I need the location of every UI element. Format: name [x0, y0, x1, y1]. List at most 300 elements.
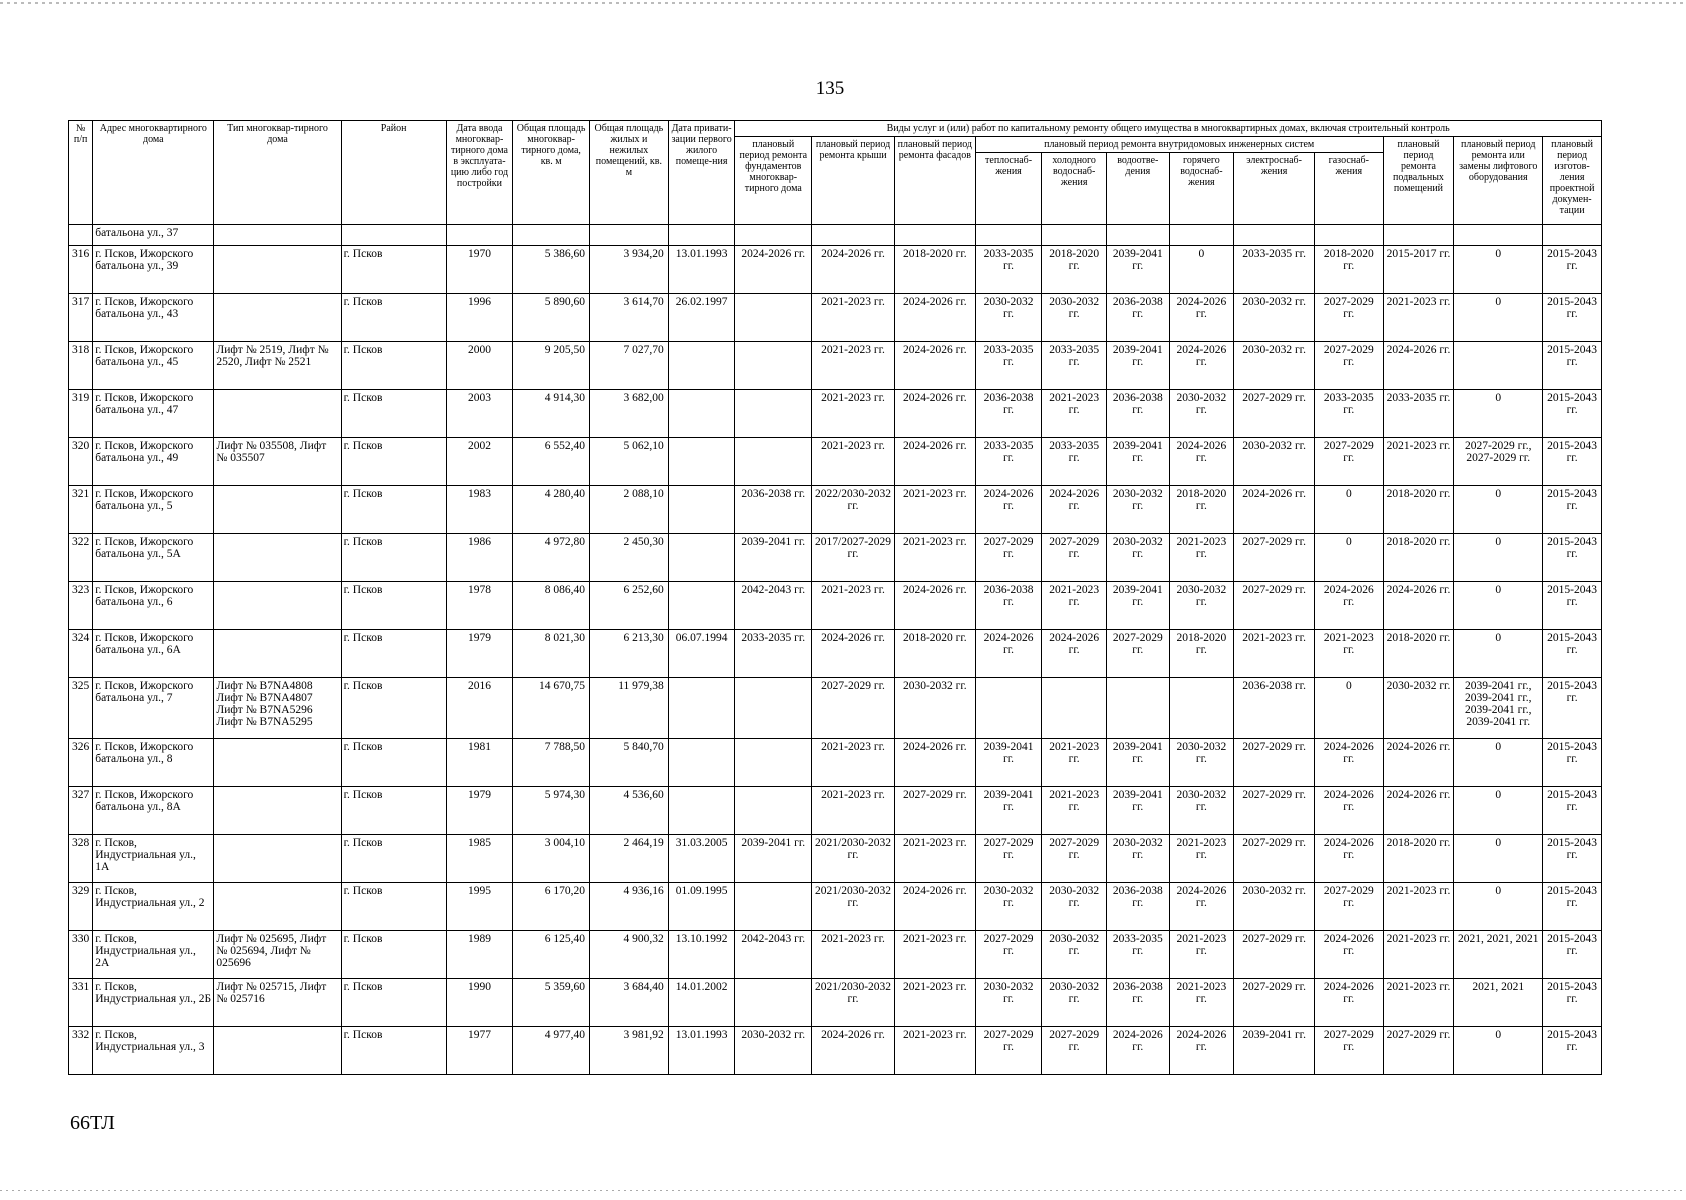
row-gas: 0: [1314, 534, 1383, 582]
row-priv-date: [668, 534, 735, 582]
row-living-area: 6 252,60: [590, 582, 669, 630]
row-total-area: 6 170,20: [513, 883, 590, 931]
row-priv-date: 06.07.1994: [668, 630, 735, 678]
row-year: 1970: [446, 246, 513, 294]
row-num: 317: [69, 294, 93, 342]
row-electricity: 2027-2029 гг.: [1234, 739, 1315, 787]
row-address: г. Псков, Индустриальная ул., 3: [93, 1027, 214, 1075]
row-district: г. Псков: [341, 246, 446, 294]
row-year: 2016: [446, 678, 513, 739]
table-row: [69, 534, 1602, 582]
row-basement: 2033-2035 гг.: [1383, 390, 1454, 438]
row-total-area: 6 552,40: [513, 438, 590, 486]
systems-group-header: плановый период ремонта внутридомовых инженерных систем: [975, 137, 1383, 153]
row-year: 1995: [446, 883, 513, 931]
row-cold-water: [1042, 678, 1107, 739]
row-num: 323: [69, 582, 93, 630]
row-basement: 2021-2023 гг.: [1383, 294, 1454, 342]
row-electricity: 2033-2035 гг.: [1234, 246, 1315, 294]
row-address: г. Псков, Ижорского батальона ул., 5: [93, 486, 214, 534]
row-priv-date: [668, 739, 735, 787]
row-num: 331: [69, 979, 93, 1027]
row-foundation: [735, 438, 812, 486]
row-facade: 2021-2023 гг.: [894, 1027, 975, 1075]
row-design: 2015-2043 гг.: [1543, 678, 1602, 739]
row-priv-date: [668, 342, 735, 390]
row-drainage: 2036-2038 гг.: [1106, 979, 1169, 1027]
row-drainage: 2039-2041 гг.: [1106, 787, 1169, 835]
row-gas: 0: [1314, 486, 1383, 534]
row-type: [214, 582, 341, 630]
row-year: 1981: [446, 739, 513, 787]
col-address-header: Адрес многоквартирного дома: [93, 121, 214, 225]
row-year: 1979: [446, 630, 513, 678]
row-address: г. Псков, Индустриальная ул., 2: [93, 883, 214, 931]
row-year: 1990: [446, 979, 513, 1027]
row-num: 318: [69, 342, 93, 390]
row-type: Лифт № 025695, Лифт № 025694, Лифт № 025696: [214, 931, 341, 979]
row-cold-water: 2021-2023 гг.: [1042, 739, 1107, 787]
row-cold-water: 2033-2035 гг.: [1042, 438, 1107, 486]
row-priv-date: [668, 582, 735, 630]
row-district: г. Псков: [341, 883, 446, 931]
row-type: [214, 883, 341, 931]
row-electricity: 2030-2032 гг.: [1234, 342, 1315, 390]
row-drainage: 2039-2041 гг.: [1106, 739, 1169, 787]
row-gas: 2021-2023 гг.: [1314, 630, 1383, 678]
row-priv-date: [668, 787, 735, 835]
row-district: г. Псков: [341, 739, 446, 787]
col-foundation-header: плановый период ремонта фундаментов многоквар-тирного дома: [735, 137, 812, 225]
row-basement: 2015-2017 гг.: [1383, 246, 1454, 294]
row-type: [214, 787, 341, 835]
row-num: 332: [69, 1027, 93, 1075]
col-gas-header: газоснаб-жения: [1314, 153, 1383, 225]
row-hot-water: 2024-2026 гг.: [1169, 294, 1234, 342]
row-facade: 2021-2023 гг.: [894, 835, 975, 883]
row-heating: 2024-2026 гг.: [975, 630, 1042, 678]
row-design: 2015-2043 гг.: [1543, 486, 1602, 534]
col-heating-header: теплоснаб-жения: [975, 153, 1042, 225]
row-roof: 2021-2023 гг.: [812, 294, 895, 342]
row-design: 2015-2043 гг.: [1543, 294, 1602, 342]
row-year: 1978: [446, 582, 513, 630]
row-hot-water: 0: [1169, 246, 1234, 294]
row-roof: 2021-2023 гг.: [812, 342, 895, 390]
row-type: [214, 390, 341, 438]
row-basement: 2018-2020 гг.: [1383, 835, 1454, 883]
row-drainage: 2039-2041 гг.: [1106, 342, 1169, 390]
row-facade: 2018-2020 гг.: [894, 246, 975, 294]
row-cold-water: 2021-2023 гг.: [1042, 390, 1107, 438]
row-living-area: 4 536,60: [590, 787, 669, 835]
row-elevator: 0: [1454, 1027, 1543, 1075]
row-cold-water: 2024-2026 гг.: [1042, 486, 1107, 534]
row-elevator: 0: [1454, 294, 1543, 342]
page-number: 135: [815, 78, 845, 99]
row-year: 1989: [446, 931, 513, 979]
row-type: [214, 486, 341, 534]
row-elevator: 0: [1454, 787, 1543, 835]
table-row: [69, 678, 1602, 739]
row-num: 319: [69, 390, 93, 438]
row-hot-water: 2021-2023 гг.: [1169, 979, 1234, 1027]
continuation-address: батальона ул., 37: [93, 225, 214, 246]
row-design: 2015-2043 гг.: [1543, 342, 1602, 390]
row-living-area: 5 840,70: [590, 739, 669, 787]
row-design: 2015-2043 гг.: [1543, 1027, 1602, 1075]
row-type: [214, 739, 341, 787]
row-gas: 2024-2026 гг.: [1314, 739, 1383, 787]
row-heating: 2027-2029 гг.: [975, 835, 1042, 883]
row-facade: 2021-2023 гг.: [894, 534, 975, 582]
row-district: г. Псков: [341, 979, 446, 1027]
col-num-header: № п/п: [69, 121, 93, 225]
row-elevator: 2021, 2021, 2021: [1454, 931, 1543, 979]
row-heating: 2030-2032 гг.: [975, 979, 1042, 1027]
row-basement: 2021-2023 гг.: [1383, 931, 1454, 979]
col-hot-water-header: горячего водоснаб-жения: [1169, 153, 1234, 225]
row-drainage: 2036-2038 гг.: [1106, 294, 1169, 342]
row-district: г. Псков: [341, 787, 446, 835]
row-roof: 2021-2023 гг.: [812, 582, 895, 630]
row-foundation: [735, 390, 812, 438]
row-total-area: 8 086,40: [513, 582, 590, 630]
row-district: г. Псков: [341, 486, 446, 534]
row-heating: 2027-2029 гг.: [975, 534, 1042, 582]
row-hot-water: [1169, 678, 1234, 739]
row-district: г. Псков: [341, 390, 446, 438]
row-hot-water: 2024-2026 гг.: [1169, 883, 1234, 931]
row-electricity: 2030-2032 гг.: [1234, 438, 1315, 486]
row-hot-water: 2021-2023 гг.: [1169, 835, 1234, 883]
row-living-area: 2 088,10: [590, 486, 669, 534]
row-address: г. Псков, Ижорского батальона ул., 8А: [93, 787, 214, 835]
row-cold-water: 2027-2029 гг.: [1042, 534, 1107, 582]
row-drainage: 2033-2035 гг.: [1106, 931, 1169, 979]
capital-repair-table: [68, 120, 1602, 1075]
row-basement: 2018-2020 гг.: [1383, 486, 1454, 534]
table-row: [69, 883, 1602, 931]
row-foundation: 2042-2043 гг.: [735, 582, 812, 630]
row-priv-date: 13.01.1993: [668, 246, 735, 294]
row-living-area: 5 062,10: [590, 438, 669, 486]
row-elevator: 0: [1454, 883, 1543, 931]
row-foundation: [735, 883, 812, 931]
row-facade: 2024-2026 гг.: [894, 342, 975, 390]
row-heating: 2027-2029 гг.: [975, 931, 1042, 979]
row-total-area: 9 205,50: [513, 342, 590, 390]
row-address: г. Псков, Индустриальная ул., 2Б: [93, 979, 214, 1027]
row-heating: 2039-2041 гг.: [975, 787, 1042, 835]
row-address: г. Псков, Ижорского батальона ул., 7: [93, 678, 214, 739]
row-address: г. Псков, Ижорского батальона ул., 6А: [93, 630, 214, 678]
row-gas: 0: [1314, 678, 1383, 739]
row-address: г. Псков, Ижорского батальона ул., 45: [93, 342, 214, 390]
col-roof-header: плановый период ремонта крыши: [812, 137, 895, 225]
row-heating: 2033-2035 гг.: [975, 342, 1042, 390]
col-design-header: плановый период изготов-ления проектной докумен-тации: [1543, 137, 1602, 225]
table-row: [69, 246, 1602, 294]
row-electricity: 2030-2032 гг.: [1234, 883, 1315, 931]
row-facade: 2024-2026 гг.: [894, 582, 975, 630]
row-address: г. Псков, Ижорского батальона ул., 43: [93, 294, 214, 342]
row-drainage: 2036-2038 гг.: [1106, 390, 1169, 438]
row-basement: 2024-2026 гг.: [1383, 739, 1454, 787]
row-foundation: 2030-2032 гг.: [735, 1027, 812, 1075]
row-heating: 2036-2038 гг.: [975, 582, 1042, 630]
col-elevator-header: плановый период ремонта или замены лифтового оборудования: [1454, 137, 1543, 225]
table-row: [69, 739, 1602, 787]
row-total-area: 5 359,60: [513, 979, 590, 1027]
row-electricity: 2024-2026 гг.: [1234, 486, 1315, 534]
row-num: 327: [69, 787, 93, 835]
row-type: [214, 835, 341, 883]
row-year: 1979: [446, 787, 513, 835]
row-num: 326: [69, 739, 93, 787]
row-gas: 2027-2029 гг.: [1314, 342, 1383, 390]
table-row: [69, 438, 1602, 486]
row-design: 2015-2043 гг.: [1543, 979, 1602, 1027]
row-hot-water: 2021-2023 гг.: [1169, 931, 1234, 979]
table-row: [69, 486, 1602, 534]
row-heating: [975, 678, 1042, 739]
row-total-area: 14 670,75: [513, 678, 590, 739]
row-year: 1986: [446, 534, 513, 582]
row-facade: 2018-2020 гг.: [894, 630, 975, 678]
row-drainage: 2039-2041 гг.: [1106, 246, 1169, 294]
row-heating: 2039-2041 гг.: [975, 739, 1042, 787]
col-district-header: Район: [341, 121, 446, 225]
row-foundation: [735, 678, 812, 739]
row-heating: 2024-2026 гг.: [975, 486, 1042, 534]
row-district: г. Псков: [341, 630, 446, 678]
row-cold-water: 2021-2023 гг.: [1042, 582, 1107, 630]
row-roof: 2021-2023 гг.: [812, 438, 895, 486]
row-living-area: 3 684,40: [590, 979, 669, 1027]
row-total-area: 4 914,30: [513, 390, 590, 438]
row-electricity: 2027-2029 гг.: [1234, 390, 1315, 438]
row-hot-water: 2030-2032 гг.: [1169, 739, 1234, 787]
row-district: г. Псков: [341, 342, 446, 390]
row-design: 2015-2043 гг.: [1543, 630, 1602, 678]
row-design: 2015-2043 гг.: [1543, 582, 1602, 630]
row-district: г. Псков: [341, 534, 446, 582]
row-elevator: 2021, 2021: [1454, 979, 1543, 1027]
row-foundation: [735, 294, 812, 342]
row-address: г. Псков, Ижорского батальона ул., 47: [93, 390, 214, 438]
row-district: г. Псков: [341, 294, 446, 342]
row-cold-water: 2024-2026 гг.: [1042, 630, 1107, 678]
row-heating: 2030-2032 гг.: [975, 883, 1042, 931]
row-type: Лифт № 025715, Лифт № 025716: [214, 979, 341, 1027]
row-num: 325: [69, 678, 93, 739]
row-type: [214, 294, 341, 342]
row-elevator: 0: [1454, 486, 1543, 534]
row-foundation: 2033-2035 гг.: [735, 630, 812, 678]
row-roof: 2024-2026 гг.: [812, 1027, 895, 1075]
row-priv-date: 13.10.1992: [668, 931, 735, 979]
row-roof: 2021-2023 гг.: [812, 787, 895, 835]
row-total-area: 5 386,60: [513, 246, 590, 294]
row-facade: 2030-2032 гг.: [894, 678, 975, 739]
row-design: 2015-2043 гг.: [1543, 739, 1602, 787]
row-roof: 2024-2026 гг.: [812, 246, 895, 294]
row-district: г. Псков: [341, 835, 446, 883]
row-basement: 2024-2026 гг.: [1383, 342, 1454, 390]
row-facade: 2024-2026 гг.: [894, 390, 975, 438]
table-row: [69, 342, 1602, 390]
row-num: 320: [69, 438, 93, 486]
row-roof: 2022/2030-2032 гг.: [812, 486, 895, 534]
row-gas: 2018-2020 гг.: [1314, 246, 1383, 294]
row-hot-water: 2018-2020 гг.: [1169, 486, 1234, 534]
row-priv-date: [668, 678, 735, 739]
footer-mark: 66ТЛ: [70, 1112, 115, 1134]
row-electricity: 2027-2029 гг.: [1234, 979, 1315, 1027]
row-total-area: 4 972,80: [513, 534, 590, 582]
row-design: 2015-2043 гг.: [1543, 390, 1602, 438]
row-type: Лифт № 035508, Лифт № 035507: [214, 438, 341, 486]
row-foundation: 2039-2041 гг.: [735, 835, 812, 883]
table-row: [69, 630, 1602, 678]
table-row: [69, 294, 1602, 342]
row-living-area: 6 213,30: [590, 630, 669, 678]
row-hot-water: 2030-2032 гг.: [1169, 390, 1234, 438]
row-priv-date: 14.01.2002: [668, 979, 735, 1027]
row-year: 1983: [446, 486, 513, 534]
row-cold-water: 2021-2023 гг.: [1042, 787, 1107, 835]
row-drainage: 2039-2041 гг.: [1106, 582, 1169, 630]
row-year: 1985: [446, 835, 513, 883]
row-total-area: 4 280,40: [513, 486, 590, 534]
row-heating: 2033-2035 гг.: [975, 438, 1042, 486]
row-living-area: 4 900,32: [590, 931, 669, 979]
row-basement: 2021-2023 гг.: [1383, 979, 1454, 1027]
scan-artifact-top: [0, 2, 1686, 4]
row-elevator: 0: [1454, 390, 1543, 438]
row-foundation: 2036-2038 гг.: [735, 486, 812, 534]
row-hot-water: 2024-2026 гг.: [1169, 438, 1234, 486]
col-basement-header: плановый период ремонта подвальных помещений: [1383, 137, 1454, 225]
row-electricity: 2027-2029 гг.: [1234, 931, 1315, 979]
table-row: [69, 835, 1602, 883]
row-roof: 2021-2023 гг.: [812, 931, 895, 979]
row-cold-water: 2030-2032 гг.: [1042, 931, 1107, 979]
row-gas: 2024-2026 гг.: [1314, 787, 1383, 835]
row-year: 1996: [446, 294, 513, 342]
table-row: [69, 931, 1602, 979]
table-row: [69, 390, 1602, 438]
row-type: [214, 534, 341, 582]
row-district: г. Псков: [341, 931, 446, 979]
table-row: [69, 582, 1602, 630]
row-num: 330: [69, 931, 93, 979]
row-cold-water: 2018-2020 гг.: [1042, 246, 1107, 294]
row-drainage: 2024-2026 гг.: [1106, 1027, 1169, 1075]
row-electricity: 2027-2029 гг.: [1234, 835, 1315, 883]
row-living-area: 3 682,00: [590, 390, 669, 438]
row-electricity: 2027-2029 гг.: [1234, 582, 1315, 630]
row-basement: 2024-2026 гг.: [1383, 787, 1454, 835]
row-gas: 2027-2029 гг.: [1314, 1027, 1383, 1075]
row-total-area: 5 890,60: [513, 294, 590, 342]
row-year: 2000: [446, 342, 513, 390]
row-basement: 2021-2023 гг.: [1383, 438, 1454, 486]
row-year: 2002: [446, 438, 513, 486]
row-elevator: 0: [1454, 534, 1543, 582]
row-priv-date: 31.03.2005: [668, 835, 735, 883]
row-drainage: 2027-2029 гг.: [1106, 630, 1169, 678]
row-hot-water: 2018-2020 гг.: [1169, 630, 1234, 678]
row-foundation: [735, 342, 812, 390]
row-address: г. Псков, Ижорского батальона ул., 39: [93, 246, 214, 294]
row-elevator: 2027-2029 гг., 2027-2029 гг.: [1454, 438, 1543, 486]
row-roof: 2027-2029 гг.: [812, 678, 895, 739]
row-year: 1977: [446, 1027, 513, 1075]
row-district: г. Псков: [341, 582, 446, 630]
row-drainage: [1106, 678, 1169, 739]
row-electricity: 2027-2029 гг.: [1234, 787, 1315, 835]
row-total-area: 3 004,10: [513, 835, 590, 883]
row-heating: 2036-2038 гг.: [975, 390, 1042, 438]
row-roof: 2021/2030-2032 гг.: [812, 883, 895, 931]
row-roof: 2017/2027-2029 гг.: [812, 534, 895, 582]
row-district: г. Псков: [341, 678, 446, 739]
row-type: [214, 1027, 341, 1075]
row-total-area: 5 974,30: [513, 787, 590, 835]
row-elevator: 2039-2041 гг., 2039-2041 гг., 2039-2041 гг., 2039-2041 гг.: [1454, 678, 1543, 739]
row-elevator: [1454, 342, 1543, 390]
table-row: [69, 979, 1602, 1027]
row-gas: 2024-2026 гг.: [1314, 582, 1383, 630]
row-living-area: 4 936,16: [590, 883, 669, 931]
row-cold-water: 2033-2035 гг.: [1042, 342, 1107, 390]
scan-artifact-bottom: [0, 1190, 1686, 1191]
row-electricity: 2036-2038 гг.: [1234, 678, 1315, 739]
row-district: г. Псков: [341, 438, 446, 486]
row-address: г. Псков, Ижорского батальона ул., 49: [93, 438, 214, 486]
row-hot-water: 2024-2026 гг.: [1169, 1027, 1234, 1075]
row-gas: 2027-2029 гг.: [1314, 294, 1383, 342]
row-drainage: 2039-2041 гг.: [1106, 438, 1169, 486]
row-type: Лифт № 2519, Лифт № 2520, Лифт № 2521: [214, 342, 341, 390]
row-gas: 2024-2026 гг.: [1314, 931, 1383, 979]
row-type: [214, 630, 341, 678]
row-basement: 2030-2032 гг.: [1383, 678, 1454, 739]
col-total-area-header: Общая площадь многоквар-тирного дома, кв. м: [513, 121, 590, 225]
row-basement: 2021-2023 гг.: [1383, 883, 1454, 931]
col-facade-header: плановый период ремонта фасадов: [894, 137, 975, 225]
row-electricity: 2030-2032 гг.: [1234, 294, 1315, 342]
row-living-area: 7 027,70: [590, 342, 669, 390]
row-heating: 2027-2029 гг.: [975, 1027, 1042, 1075]
row-priv-date: 13.01.1993: [668, 1027, 735, 1075]
row-electricity: 2039-2041 гг.: [1234, 1027, 1315, 1075]
row-elevator: 0: [1454, 835, 1543, 883]
row-foundation: 2039-2041 гг.: [735, 534, 812, 582]
row-total-area: 4 977,40: [513, 1027, 590, 1075]
row-living-area: 3 614,70: [590, 294, 669, 342]
continuation-row: [69, 225, 1602, 246]
row-roof: 2021-2023 гг.: [812, 739, 895, 787]
row-priv-date: [668, 486, 735, 534]
row-elevator: 0: [1454, 739, 1543, 787]
row-hot-water: 2030-2032 гг.: [1169, 582, 1234, 630]
col-type-header: Тип многоквар-тирного дома: [214, 121, 341, 225]
row-address: г. Псков, Ижорского батальона ул., 5А: [93, 534, 214, 582]
row-electricity: 2021-2023 гг.: [1234, 630, 1315, 678]
